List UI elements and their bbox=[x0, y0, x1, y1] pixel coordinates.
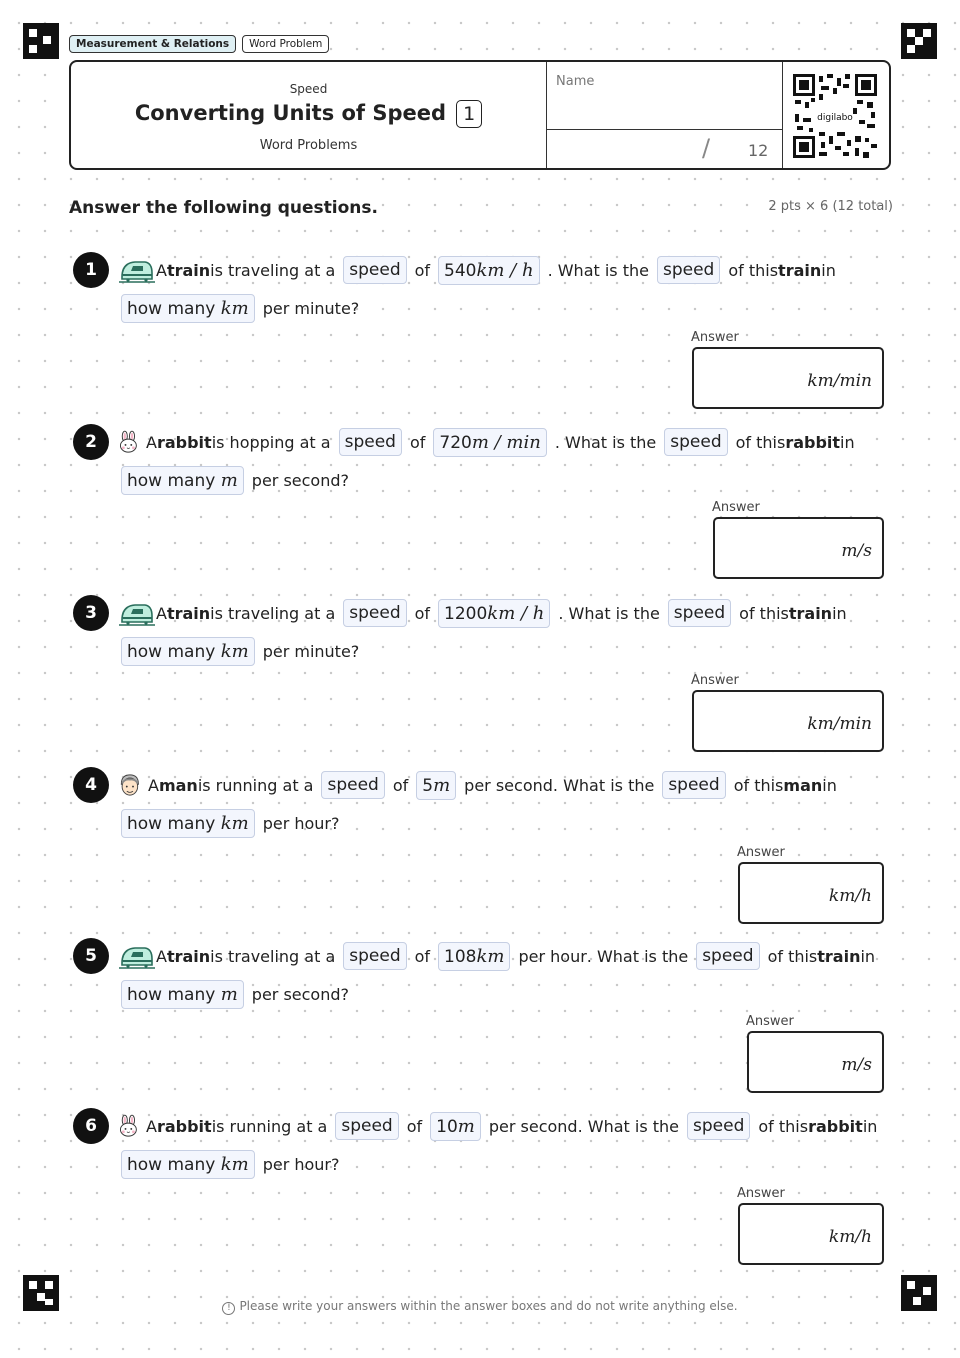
subject-word-2: train bbox=[817, 946, 861, 966]
question-text-line-2 bbox=[121, 290, 359, 326]
text-fragment: is running at a bbox=[211, 1116, 328, 1136]
text-fragment: A bbox=[148, 775, 159, 795]
corner-marker-top-right bbox=[901, 23, 937, 59]
text-fragment: per second? bbox=[251, 984, 349, 1004]
text-fragment: . What is the bbox=[547, 260, 649, 280]
question-number: 1 bbox=[73, 252, 109, 288]
text-fragment: in bbox=[860, 946, 876, 966]
subject-word: man bbox=[158, 775, 198, 795]
keyword-speed: speed bbox=[343, 599, 406, 627]
subject-word: train bbox=[166, 603, 211, 623]
question-text-line-2 bbox=[121, 633, 359, 669]
target-unit: how many km bbox=[121, 294, 255, 323]
subject-word-2: rabbit bbox=[808, 1116, 863, 1136]
worksheet-number: 1 bbox=[456, 100, 482, 128]
rabbit-icon bbox=[119, 1111, 145, 1141]
text-fragment: in bbox=[822, 775, 837, 795]
text-fragment: . What is the bbox=[552, 775, 655, 795]
answer-unit: m/s bbox=[841, 541, 872, 561]
text-fragment: in bbox=[821, 260, 836, 280]
answer-box[interactable] bbox=[747, 1031, 884, 1093]
rabbit-icon bbox=[119, 427, 145, 457]
train-icon bbox=[119, 255, 155, 285]
text-fragment: in bbox=[840, 432, 855, 452]
text-fragment: . What is the bbox=[554, 432, 657, 452]
question-number: 6 bbox=[73, 1108, 109, 1144]
tag-category: Measurement & Relations bbox=[69, 35, 236, 53]
answer-box[interactable] bbox=[692, 690, 884, 752]
question-text-line-1 bbox=[119, 1108, 877, 1144]
answer-label: Answer bbox=[746, 1014, 794, 1029]
subject-word-2: train bbox=[788, 603, 833, 623]
text-fragment: per hour? bbox=[262, 1154, 340, 1174]
given-speed-value: 108km bbox=[438, 942, 510, 971]
answer-unit: km/min bbox=[807, 371, 872, 391]
text-fragment: A bbox=[156, 603, 167, 623]
subject-word: train bbox=[166, 260, 211, 280]
answer-box[interactable] bbox=[738, 862, 884, 924]
question-number: 5 bbox=[73, 938, 109, 974]
given-speed-value: 5m bbox=[416, 771, 456, 800]
qr-code-icon bbox=[793, 74, 877, 158]
text-fragment: . What is the bbox=[577, 1116, 680, 1136]
target-unit: how many m bbox=[121, 980, 244, 1009]
question-text-line-2 bbox=[121, 1146, 340, 1182]
subject-word-2: man bbox=[783, 775, 823, 795]
question-text-line-2 bbox=[121, 462, 349, 498]
text-fragment: of bbox=[414, 603, 431, 623]
target-unit: how many km bbox=[121, 637, 255, 666]
question-text-line-1 bbox=[119, 767, 837, 803]
text-fragment: in bbox=[832, 603, 847, 623]
train-icon bbox=[119, 598, 155, 628]
text-fragment: of this bbox=[735, 432, 786, 452]
text-fragment: of bbox=[414, 260, 431, 280]
answer-unit: km/min bbox=[807, 714, 872, 734]
target-unit: how many m bbox=[121, 466, 244, 495]
target-unit: how many km bbox=[121, 809, 255, 838]
text-fragment: is traveling at a bbox=[210, 946, 336, 966]
page-title bbox=[71, 100, 546, 128]
text-fragment: of bbox=[414, 946, 431, 966]
answer-label: Answer bbox=[712, 500, 760, 515]
text-fragment: is traveling at a bbox=[210, 260, 336, 280]
category-tags bbox=[69, 35, 329, 53]
text-fragment: per hour bbox=[518, 946, 587, 966]
answer-label: Answer bbox=[691, 330, 739, 345]
text-fragment: in bbox=[862, 1116, 878, 1136]
text-fragment: A bbox=[146, 1116, 157, 1136]
given-speed-value: 10m bbox=[430, 1112, 481, 1141]
worksheet-header bbox=[69, 60, 891, 170]
subject-label: Speed bbox=[289, 82, 328, 96]
instructions: Answer the following questions. bbox=[69, 198, 378, 218]
given-speed-value: 540km / h bbox=[438, 256, 540, 285]
text-fragment: of bbox=[409, 432, 426, 452]
man-icon bbox=[119, 770, 147, 800]
text-fragment: A bbox=[146, 432, 157, 452]
score-slash: / bbox=[702, 134, 711, 162]
tag-type: Word Problem bbox=[242, 35, 329, 53]
question-text-line-1 bbox=[119, 595, 847, 631]
answer-label: Answer bbox=[737, 845, 785, 860]
subject-word: rabbit bbox=[156, 432, 212, 452]
answer-unit: m/s bbox=[841, 1055, 872, 1075]
answer-unit: km/h bbox=[828, 886, 872, 906]
score-total: 12 bbox=[748, 141, 769, 160]
name-score-divider bbox=[547, 129, 782, 130]
text-fragment: . What is the bbox=[558, 603, 660, 623]
name-label: Name bbox=[556, 74, 595, 89]
footer-text: Please write your answers within the answer boxes and do not write anything else. bbox=[239, 1299, 738, 1313]
text-fragment: per second bbox=[488, 1116, 578, 1136]
question-text-line-1 bbox=[119, 252, 836, 288]
text-fragment: of this bbox=[728, 260, 779, 280]
text-fragment: of this bbox=[739, 603, 789, 623]
text-fragment: of this bbox=[767, 946, 818, 966]
keyword-speed-2: speed bbox=[696, 942, 759, 970]
worksheet-kind: Word Problems bbox=[259, 138, 358, 153]
text-fragment: per minute? bbox=[262, 298, 360, 318]
svg-text:digilabo: digilabo bbox=[817, 113, 853, 123]
text-fragment: of bbox=[406, 1116, 423, 1136]
keyword-speed: speed bbox=[321, 771, 384, 799]
question-number: 3 bbox=[73, 595, 109, 631]
keyword-speed: speed bbox=[343, 942, 406, 970]
name-score-block bbox=[546, 62, 783, 168]
text-fragment: per hour? bbox=[262, 813, 340, 833]
text-fragment: per second bbox=[464, 775, 553, 795]
keyword-speed-2: speed bbox=[664, 428, 727, 456]
footer-note bbox=[0, 1299, 960, 1315]
subject-word: train bbox=[166, 946, 211, 966]
answer-box[interactable] bbox=[713, 517, 884, 579]
target-unit: how many km bbox=[121, 1150, 255, 1179]
text-fragment: is hopping at a bbox=[211, 432, 331, 452]
text-fragment: . What is the bbox=[586, 946, 689, 966]
subject-word-2: rabbit bbox=[785, 432, 841, 452]
subject-word-2: train bbox=[778, 260, 822, 280]
keyword-speed-2: speed bbox=[668, 599, 731, 627]
text-fragment: per second? bbox=[251, 470, 349, 490]
question-number: 4 bbox=[73, 767, 109, 803]
text-fragment: of bbox=[392, 775, 409, 795]
keyword-speed-2: speed bbox=[662, 771, 725, 799]
answer-label: Answer bbox=[737, 1186, 785, 1201]
given-speed-value: 1200km / h bbox=[438, 599, 550, 628]
text-fragment: A bbox=[156, 946, 167, 966]
answer-unit: km/h bbox=[828, 1227, 872, 1247]
keyword-speed-2: speed bbox=[687, 1112, 750, 1140]
title-text: Converting Units of Speed bbox=[134, 101, 447, 125]
question-text-line-2 bbox=[121, 976, 349, 1012]
given-speed-value: 720m / min bbox=[433, 428, 546, 457]
text-fragment: is running at a bbox=[197, 775, 314, 795]
question-text-line-1 bbox=[119, 938, 875, 974]
question-text-line-2 bbox=[121, 805, 340, 841]
question-number: 2 bbox=[73, 424, 109, 460]
points-info: 2 pts × 6 (12 total) bbox=[768, 199, 893, 214]
answer-box[interactable] bbox=[738, 1203, 884, 1265]
text-fragment: is traveling at a bbox=[210, 603, 336, 623]
keyword-speed-2: speed bbox=[657, 256, 720, 284]
text-fragment: of this bbox=[758, 1116, 809, 1136]
subject-word: rabbit bbox=[156, 1116, 212, 1136]
title-block bbox=[71, 62, 546, 168]
text-fragment: of this bbox=[733, 775, 784, 795]
keyword-speed: speed bbox=[335, 1112, 398, 1140]
keyword-speed: speed bbox=[339, 428, 402, 456]
text-fragment: per minute? bbox=[262, 641, 360, 661]
corner-marker-top-left bbox=[23, 23, 59, 59]
train-icon bbox=[119, 941, 155, 971]
question-text-line-1 bbox=[119, 424, 855, 460]
info-icon: ! bbox=[222, 1302, 235, 1315]
text-fragment: A bbox=[156, 260, 167, 280]
answer-box[interactable] bbox=[692, 347, 884, 409]
keyword-speed: speed bbox=[343, 256, 406, 284]
answer-label: Answer bbox=[691, 673, 739, 688]
